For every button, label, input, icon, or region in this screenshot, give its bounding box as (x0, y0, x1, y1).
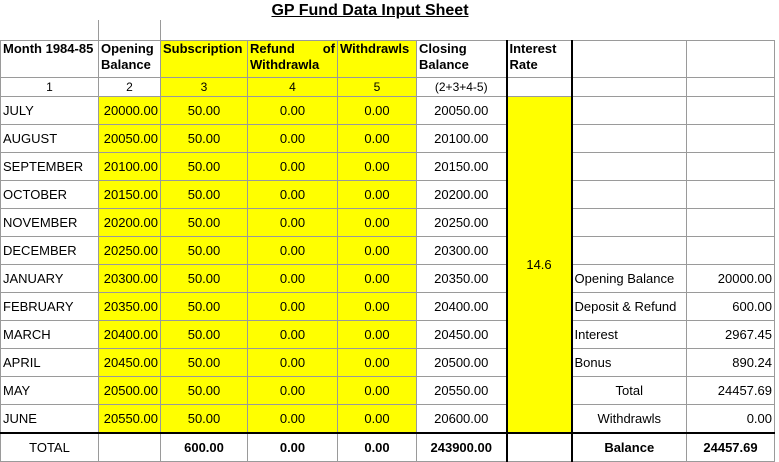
summary-label: Bonus (572, 349, 687, 377)
closing-balance-cell: 20100.00 (417, 125, 507, 153)
table-row (1, 321, 775, 349)
table-row (1, 125, 775, 153)
header-subscription: Subscription (161, 41, 248, 78)
opening-balance-cell[interactable]: 20450.00 (99, 349, 161, 377)
summary-blank (687, 209, 775, 237)
opening-balance-cell[interactable]: 20100.00 (99, 153, 161, 181)
summary-blank (687, 153, 775, 181)
table-row (1, 209, 775, 237)
subscription-cell[interactable]: 50.00 (161, 405, 248, 434)
subscription-cell[interactable]: 50.00 (161, 349, 248, 377)
col-number: 2 (99, 78, 161, 97)
total-refund: 0.00 (248, 433, 338, 462)
gp-fund-table (0, 20, 775, 462)
month-cell: AUGUST (1, 125, 99, 153)
total-blank (507, 433, 572, 462)
summary-blank (687, 125, 775, 153)
balance-value: 24457.69 (687, 433, 775, 462)
withdrawls-cell[interactable]: 0.00 (338, 97, 417, 125)
table-row (1, 237, 775, 265)
summary-value: 24457.69 (687, 377, 775, 405)
table-row (1, 293, 775, 321)
totals-row (1, 433, 775, 462)
table-row (1, 153, 775, 181)
withdrawls-cell[interactable]: 0.00 (338, 293, 417, 321)
col-number-blank (572, 78, 687, 97)
col-number: 4 (248, 78, 338, 97)
opening-balance-cell[interactable]: 20200.00 (99, 209, 161, 237)
summary-blank (572, 237, 687, 265)
interest-rate-cell[interactable]: 14.6 (507, 97, 572, 434)
subscription-cell[interactable]: 50.00 (161, 265, 248, 293)
table-row (1, 405, 775, 434)
summary-value: 600.00 (687, 293, 775, 321)
opening-balance-cell[interactable]: 20400.00 (99, 321, 161, 349)
month-cell: MAY (1, 377, 99, 405)
refund-cell[interactable]: 0.00 (248, 237, 338, 265)
refund-cell[interactable]: 0.00 (248, 293, 338, 321)
month-cell: FEBRUARY (1, 293, 99, 321)
summary-value: 0.00 (687, 405, 775, 434)
header-blank (687, 41, 775, 78)
month-cell: MARCH (1, 321, 99, 349)
refund-cell[interactable]: 0.00 (248, 377, 338, 405)
refund-cell[interactable]: 0.00 (248, 349, 338, 377)
refund-cell[interactable]: 0.00 (248, 97, 338, 125)
header-closing-balance: Closing Balance (417, 41, 507, 78)
opening-balance-cell[interactable]: 20000.00 (99, 97, 161, 125)
col-number: (2+3+4-5) (417, 78, 507, 97)
month-cell: DECEMBER (1, 237, 99, 265)
opening-balance-cell[interactable]: 20250.00 (99, 237, 161, 265)
withdrawls-cell[interactable]: 0.00 (338, 349, 417, 377)
closing-balance-cell: 20600.00 (417, 405, 507, 434)
closing-balance-cell: 20250.00 (417, 209, 507, 237)
summary-label: Interest (572, 321, 687, 349)
header-opening-balance: Opening Balance (99, 41, 161, 78)
total-withdrawls: 0.00 (338, 433, 417, 462)
subscription-cell[interactable]: 50.00 (161, 153, 248, 181)
summary-blank (572, 181, 687, 209)
table-row (1, 181, 775, 209)
subscription-cell[interactable]: 50.00 (161, 377, 248, 405)
closing-balance-cell: 20150.00 (417, 153, 507, 181)
refund-cell[interactable]: 0.00 (248, 125, 338, 153)
closing-balance-cell: 20300.00 (417, 237, 507, 265)
month-cell: SEPTEMBER (1, 153, 99, 181)
refund-cell[interactable]: 0.00 (248, 181, 338, 209)
closing-balance-cell: 20050.00 (417, 97, 507, 125)
closing-balance-cell: 20450.00 (417, 321, 507, 349)
month-cell: JULY (1, 97, 99, 125)
summary-blank (572, 125, 687, 153)
withdrawls-cell[interactable]: 0.00 (338, 153, 417, 181)
month-cell: OCTOBER (1, 181, 99, 209)
table-row (1, 265, 775, 293)
refund-cell[interactable]: 0.00 (248, 321, 338, 349)
total-closing: 243900.00 (417, 433, 507, 462)
total-subscription: 600.00 (161, 433, 248, 462)
month-cell: APRIL (1, 349, 99, 377)
closing-balance-cell: 20350.00 (417, 265, 507, 293)
withdrawls-cell[interactable]: 0.00 (338, 321, 417, 349)
refund-cell[interactable]: 0.00 (248, 209, 338, 237)
subscription-cell[interactable]: 50.00 (161, 125, 248, 153)
summary-label: Opening Balance (572, 265, 687, 293)
refund-cell[interactable]: 0.00 (248, 153, 338, 181)
opening-balance-cell[interactable]: 20550.00 (99, 405, 161, 434)
summary-blank (572, 153, 687, 181)
col-number: 5 (338, 78, 417, 97)
opening-balance-cell[interactable]: 20300.00 (99, 265, 161, 293)
closing-balance-cell: 20400.00 (417, 293, 507, 321)
summary-blank (687, 237, 775, 265)
table-row (1, 97, 775, 125)
closing-balance-cell: 20550.00 (417, 377, 507, 405)
summary-value: 890.24 (687, 349, 775, 377)
month-cell: NOVEMBER (1, 209, 99, 237)
summary-blank (572, 97, 687, 125)
withdrawls-cell[interactable]: 0.00 (338, 209, 417, 237)
total-label: TOTAL (1, 433, 99, 462)
table-row (1, 377, 775, 405)
summary-blank (572, 209, 687, 237)
withdrawls-cell[interactable]: 0.00 (338, 265, 417, 293)
sheet-title: GP Fund Data Input Sheet (271, 2, 469, 19)
summary-value: 20000.00 (687, 265, 775, 293)
table-row (1, 349, 775, 377)
summary-value: 2967.45 (687, 321, 775, 349)
subscription-cell[interactable]: 50.00 (161, 97, 248, 125)
withdrawls-cell[interactable]: 0.00 (338, 405, 417, 434)
col-number-blank (687, 78, 775, 97)
header-month: Month 1984-85 (1, 41, 99, 78)
closing-balance-cell: 20500.00 (417, 349, 507, 377)
summary-label: Withdrawls (572, 405, 687, 434)
opening-balance-cell[interactable]: 20150.00 (99, 181, 161, 209)
col-number-blank (507, 78, 572, 97)
opening-balance-cell[interactable]: 20050.00 (99, 125, 161, 153)
month-cell: JANUARY (1, 265, 99, 293)
summary-label: Deposit & Refund (572, 293, 687, 321)
month-cell: JUNE (1, 405, 99, 434)
subscription-cell[interactable]: 50.00 (161, 237, 248, 265)
opening-balance-cell[interactable]: 20350.00 (99, 293, 161, 321)
subscription-cell[interactable]: 50.00 (161, 209, 248, 237)
subscription-cell[interactable]: 50.00 (161, 321, 248, 349)
closing-balance-cell: 20200.00 (417, 181, 507, 209)
header-interest-rate: Interest Rate (507, 41, 572, 78)
summary-label: Total (572, 377, 687, 405)
subscription-cell[interactable]: 50.00 (161, 293, 248, 321)
header-refund (248, 41, 338, 78)
col-number: 1 (1, 78, 99, 97)
header-refund-of: of (322, 41, 335, 56)
refund-cell[interactable]: 0.00 (248, 405, 338, 434)
header-withdrawls: Withdrawls (338, 41, 417, 78)
summary-blank (687, 97, 775, 125)
opening-balance-cell[interactable]: 20500.00 (99, 377, 161, 405)
withdrawls-cell[interactable]: 0.00 (338, 181, 417, 209)
balance-label: Balance (572, 433, 687, 462)
withdrawls-cell[interactable]: 0.00 (338, 237, 417, 265)
withdrawls-cell[interactable]: 0.00 (338, 377, 417, 405)
total-blank (99, 433, 161, 462)
header-blank (572, 41, 687, 78)
header-refund-withdrawla: Withdrawla (250, 57, 320, 72)
header-refund-word: Refund (250, 41, 295, 56)
summary-blank (687, 181, 775, 209)
subscription-cell[interactable]: 50.00 (161, 181, 248, 209)
withdrawls-cell[interactable]: 0.00 (338, 125, 417, 153)
col-number: 3 (161, 78, 248, 97)
refund-cell[interactable]: 0.00 (248, 265, 338, 293)
